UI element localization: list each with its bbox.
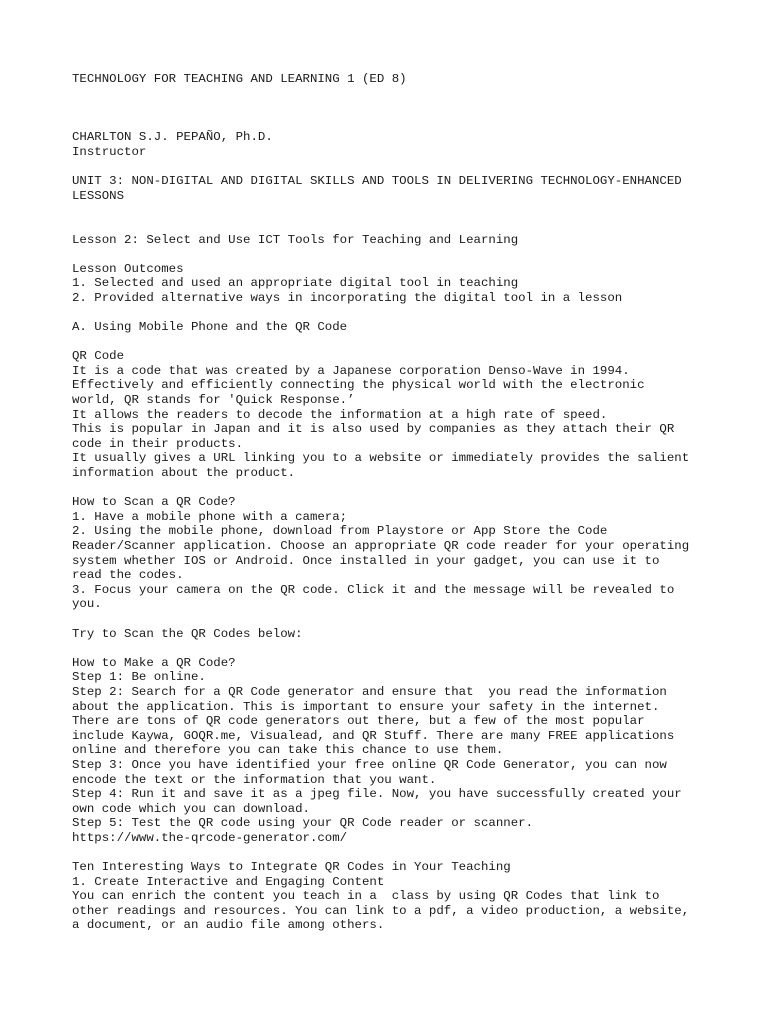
course-title: TECHNOLOGY FOR TEACHING AND LEARNING 1 (ED 8) — [72, 72, 407, 86]
spacer — [72, 87, 712, 131]
document-page — [72, 72, 712, 933]
spacer — [72, 641, 712, 656]
how-to-make-line: Step 1: Be online. — [72, 670, 206, 685]
how-to-scan-heading: How to Scan a QR Code? — [72, 495, 236, 510]
try-scan-text: Try to Scan the QR Codes below: — [72, 626, 303, 641]
unit-title-line-1: UNIT 3: NON-DIGITAL AND DIGITAL SKILLS AND TOOLS IN DELIVERING TECHNOLOGY-ENHANCED — [72, 174, 682, 189]
outcome-item: 1. Selected and used an appropriate digital tool in teaching — [72, 276, 519, 291]
how-to-make-line: include Kaywa, GOQR.me, Visualead, and QR Stuff. There are many FREE applications — [72, 728, 675, 743]
spacer — [72, 306, 712, 321]
qr-code-text-line: Effectively and efficiently connecting the physical world with the electronic — [72, 378, 645, 393]
how-to-scan-line: 3. Focus your camera on the QR code. Click it and the message will be revealed to — [72, 582, 675, 597]
how-to-make-line: Step 3: Once you have identified your free online QR Code Generator, you can now — [72, 757, 667, 772]
section-a-heading: A. Using Mobile Phone and the QR Code — [72, 320, 348, 335]
how-to-make-line: online and therefore you can take this chance to use them. — [72, 743, 504, 758]
ten-ways-line: 1. Create Interactive and Engaging Content — [72, 874, 385, 889]
instructor-role: Instructor — [72, 144, 147, 159]
qr-code-text-line: world, QR stands for 'Quick Response.’ — [72, 393, 355, 408]
spacer — [72, 203, 712, 232]
unit-title-line-2: LESSONS — [72, 188, 125, 203]
how-to-make-heading: How to Make a QR Code? — [72, 655, 236, 670]
how-to-scan-line: 2. Using the mobile phone, download from Playstore or App Store the Code — [72, 524, 608, 539]
lesson-title: Lesson 2: Select and Use ICT Tools for Teaching and Learning — [72, 232, 519, 247]
how-to-scan-line: you. — [72, 597, 102, 612]
how-to-make-line: own code which you can download. — [72, 801, 310, 816]
ten-ways-heading: Ten Interesting Ways to Integrate QR Codes in Your Teaching — [72, 860, 511, 875]
qr-code-text-line: code in their products. — [72, 436, 244, 451]
spacer — [72, 335, 712, 350]
ten-ways-line: You can enrich the content you teach in a class by using QR Codes that link to — [72, 889, 660, 904]
how-to-make-line: about the application. This is important to ensure your safety in the internet. — [72, 699, 660, 714]
how-to-scan-line: read the codes. — [72, 568, 184, 583]
generator-url: https://www.the-qrcode-generator.com/ — [72, 830, 348, 845]
qr-code-text-line: It is a code that was created by a Japanese corporation Denso-Wave in 1994. — [72, 363, 630, 378]
how-to-scan-line: 1. Have a mobile phone with a camera; — [72, 509, 348, 524]
how-to-scan-line: Reader/Scanner application. Choose an appropriate QR code reader for your operating — [72, 539, 690, 554]
ten-ways-line: a document, or an audio file among others. — [72, 918, 385, 933]
outcome-item: 2. Provided alternative ways in incorporating the digital tool in a lesson — [72, 290, 623, 305]
qr-code-text-line: information about the product. — [72, 466, 296, 481]
how-to-scan-line: system whether IOS or Android. Once installed in your gadget, you can use it to — [72, 553, 660, 568]
how-to-make-line: Step 2: Search for a QR Code generator and ensure that you read the information — [72, 684, 667, 699]
qr-code-heading: QR Code — [72, 349, 125, 364]
how-to-make-line: Step 4: Run it and save it as a jpeg file. Now, you have successfully created your — [72, 787, 682, 802]
how-to-make-line: encode the text or the information that you want. — [72, 772, 437, 787]
how-to-make-line: Step 5: Test the QR code using your QR Code reader or scanner. — [72, 816, 534, 831]
spacer — [72, 160, 712, 175]
spacer — [72, 612, 712, 627]
qr-code-text-line: This is popular in Japan and it is also used by companies as they attach their QR — [72, 422, 675, 437]
spacer — [72, 845, 712, 860]
spacer — [72, 247, 712, 262]
ten-ways-line: other readings and resources. You can link to a pdf, a video production, a website, — [72, 903, 690, 918]
instructor-name: CHARLTON S.J. PEPAÑO, Ph.D. — [72, 130, 273, 145]
spacer — [72, 481, 712, 496]
qr-code-text-line: It allows the readers to decode the information at a high rate of speed. — [72, 407, 608, 422]
how-to-make-line: There are tons of QR code generators out there, but a few of the most popular — [72, 714, 645, 729]
qr-code-text-line: It usually gives a URL linking you to a website or immediately provides the salient — [72, 451, 690, 466]
outcomes-heading: Lesson Outcomes — [72, 261, 184, 276]
